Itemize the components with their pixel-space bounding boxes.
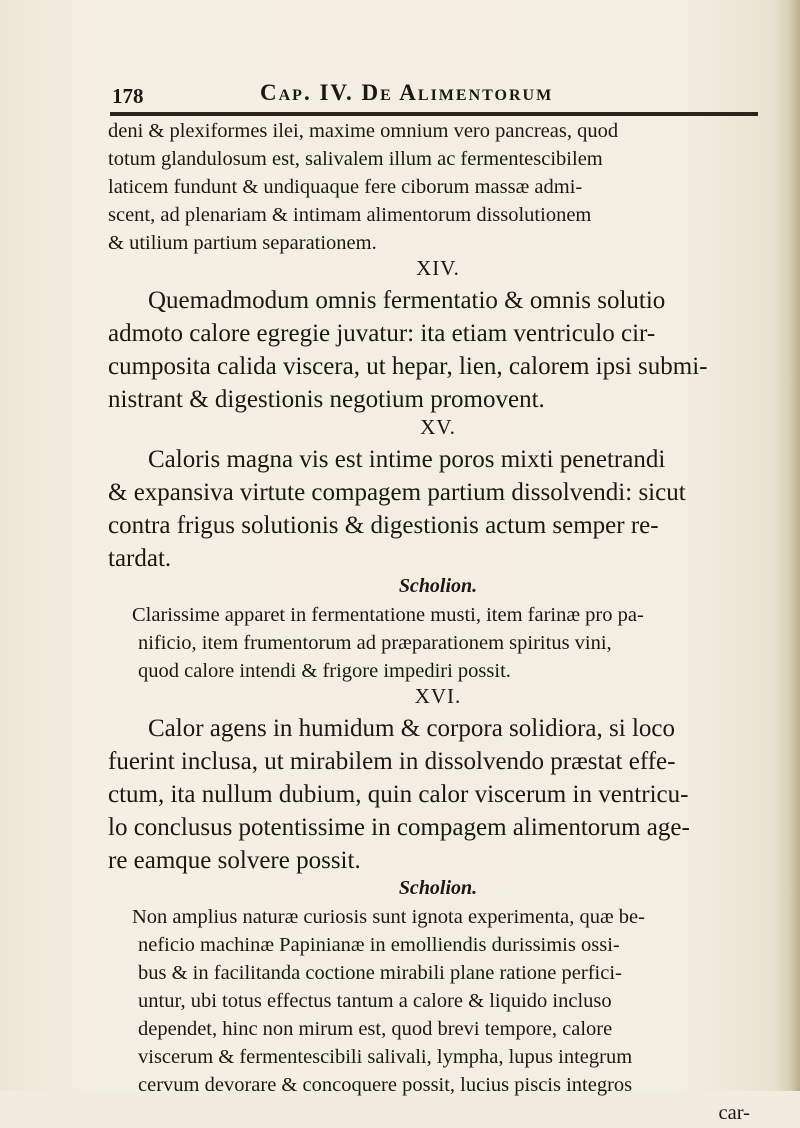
text-line: scent, ad plenariam & intimam alimentorum dissolutionem [108, 204, 592, 226]
running-head: Cap. IV. De Alimentorum [260, 80, 554, 105]
text-line: tardat. [108, 545, 172, 572]
text-line: Non amplius naturæ curiosis sunt ignota experimenta, quæ be- [132, 906, 645, 928]
section-number: XVI. [414, 684, 462, 708]
section-number: XV. [420, 415, 456, 439]
text-line: viscerum & fermentescibili salivali, lympha, lupus integrum [138, 1046, 633, 1068]
text-line: cervum devorare & concoquere possit, lucius piscis integros [138, 1074, 633, 1096]
page-body [108, 118, 768, 1128]
section-number: XIV. [416, 256, 460, 280]
text-line: totum glandulosum est, salivalem illum ac fermentescibilem [108, 148, 603, 170]
text-line: nistrant & digestionis negotium promovent. [108, 386, 545, 413]
text-line: Quemadmodum omnis fermentatio & omnis solutio [148, 287, 666, 314]
text-line: neficio machinæ Papinianæ in emolliendis durissimis ossi- [138, 934, 620, 956]
catchword: car- [718, 1102, 750, 1124]
text-line: lo conclusus potentissime in compagem alimentorum age- [108, 814, 690, 841]
text-line: Calor agens in humidum & corpora solidiora, si loco [148, 715, 675, 742]
header-rule [110, 112, 758, 116]
text-line: laticem fundunt & undiquaque fere ciborum massæ admi- [108, 176, 583, 198]
text-line: re eamque solvere possit. [108, 847, 361, 874]
text-line: fuerint inclusa, ut mirabilem in dissolvendo præstat effe- [108, 748, 676, 775]
page-number: 178 [112, 84, 144, 108]
page-edge-shadow [774, 0, 800, 1091]
text-line: deni & plexiformes ilei, maxime omnium vero pancreas, quod [108, 120, 619, 142]
scholion-heading: Scholion. [398, 877, 478, 899]
text-line: quod calore intendi & frigore impediri possit. [138, 660, 511, 682]
text-line: & expansiva virtute compagem partium dissolvendi: sicut [108, 479, 686, 506]
text-line: untur, ubi totus effectus tantum a calore & liquido inclusо [138, 990, 612, 1012]
text-line: contra frigus solutionis & digestionis actum semper re- [108, 512, 659, 539]
text-line: admoto calore egregie juvatur: ita etiam ventriculo cir- [108, 320, 656, 347]
text-line: & utilium partium separationem. [108, 232, 377, 254]
text-line: nificio, item frumentorum ad præparationem spiritus vini, [138, 632, 612, 654]
text-line: Clarissime apparet in fermentatione musti, item farinæ pro pa- [132, 604, 644, 626]
text-line: ctum, ita nullum dubium, quin calor viscerum in ventricu- [108, 781, 689, 808]
text-line: dependet, hinc non mirum est, quod brevi tempore, calore [138, 1018, 613, 1040]
text-line: cumposita calida viscera, ut hepar, lien, calorem ipsi submi- [108, 353, 708, 380]
text-line: bus & in facilitanda coctione mirabili plane ratione perfici- [138, 962, 622, 984]
page-header [112, 78, 752, 112]
scholion-heading: Scholion. [398, 575, 478, 597]
text-line: Caloris magna vis est intime poros mixti penetrandi [148, 446, 666, 473]
